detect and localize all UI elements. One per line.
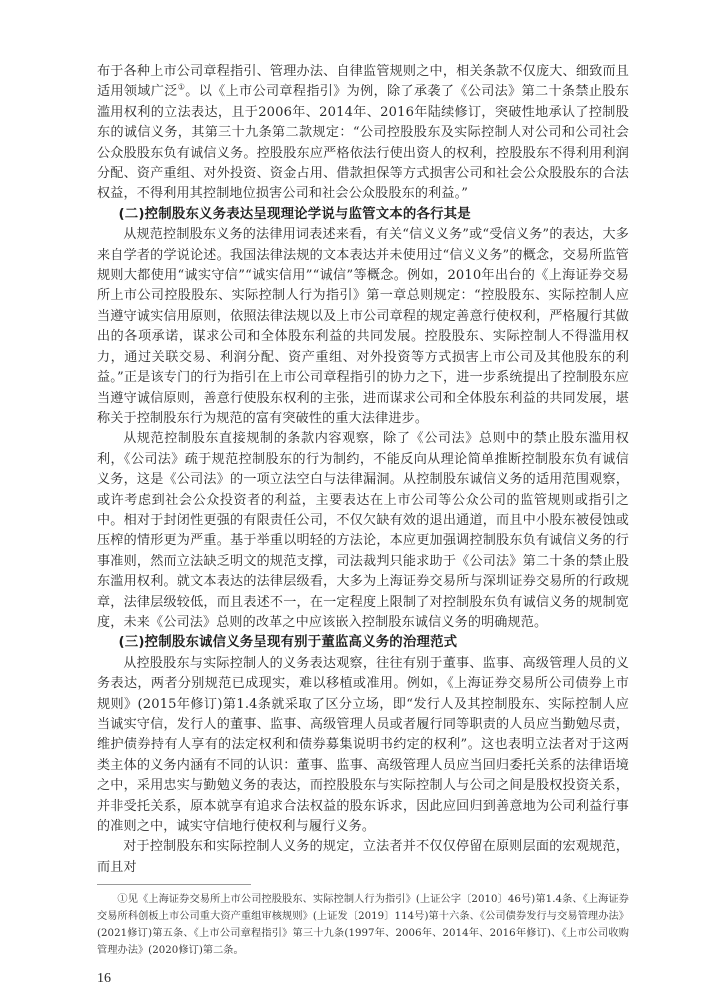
section-heading-3: (三)控制股东诚信义务呈现有别于董监高义务的治理范式 [118, 635, 458, 651]
body-paragraph-5: 对于控制股东和实际控制人义务的规定，立法者并不仅仅停留在原则层面的宏观规范，而且对 [97, 839, 629, 875]
section-heading-2: (二)控制股东义务表达呈现理论学说与监管文本的各行其是 [118, 206, 471, 222]
body-paragraph-4: 从控股股东与实际控制人的义务表达观察，往往有别于董事、监事、高级管理人员的义务表达，两者分别规范已成现实，难以移植或准用。例如，《上海证券交易所公司债券上市规则》(2015年修订)第1.4条就采取了区分立场，即“发行人及其控制股东、实际控制人应当诚实守信，发行人的董事、监事、高级管理人员或者履行同等职责的人员应当勤勉尽责，维护债券持有人享有的法定权利和债券募集说明书约定的权利”。这也表明立法者对于这两类主体的义务内涵有不同的认识：董事、监事、高级管理人员应当回归委托关系的法律语境之中，采用忠实与勤勉义务的表达，而控股股东与实际控制人与公司之间是股权投资关系，并非受托关系，原本就享有追求合法权益的股东诉求，因此应回归到善意地为公司利益行事的准则之中，诚实守信地行使权利与履行义务。 [97, 655, 629, 835]
body-paragraph-3: 从规范控制股东直接规制的条款内容观察，除了《公司法》总则中的禁止股东滥用权利，《公司法》疏于规范控制股东的行为制约，不能反向从理论简单推断控制股东负有诚信义务，这是《公司法》的一项立法空白与法律漏洞。从控制股东诚信义务的适用范围观察，或许考虑到社会公众投资者的利益，主要表达在上市公司等公众公司的监管规则或指引之中。相对于封闭性更强的有限责任公司，不仅欠缺有效的退出通道，而且中小股东被侵蚀或压榨的情形更为严重。基于举重以明轻的方法论，本应更加强调控制股东负有诚信义务的行事准则，然而立法缺乏明文的规范支撑，司法裁判只能求助于《公司法》第二十条的禁止股东滥用权利。就文本表达的法律层级看，大多为上海证券交易所与深圳证券交易所的行政规章，法律层级较低，而且表述不一，在一定程度上限制了对控制股东负有诚信义务的规制宽度，未来《公司法》总则的改革之中应该嵌入控制股东诚信义务的明确规范。 [97, 431, 629, 630]
footnote [97, 891, 629, 959]
body-paragraph-1 [97, 62, 629, 205]
page-number: 16 [97, 971, 111, 987]
paragraph-text: 。以《上市公司章程指引》为例，除了承袭了《公司法》第二十条禁止股东滥用权利的立法表达，且于2006年、2014年、2016年陆续修订，突破性地承认了控制股东的诚信义务，其第三十九条第二款规定：“公司控股股东及实际控制人对公司和公司社会公众股股东负有诚信义务。控股股东应严格依法行使出资人的权利，控股股东不得利用利润分配、资产重组、对外投资、资金占用、借款担保等方式损害公司和社会公众股股东的合法权益，不得利用其控制地位损害公司和社会公众股股东的利益。” [97, 84, 629, 202]
paragraph-text: 布于各种上市公司章程指引、管理办法、自律监管规则之中，相关条款不仅庞大、细致而且适用领域广泛 [97, 64, 629, 100]
footnote-divider [97, 884, 251, 885]
footnote-mark: ① [117, 894, 128, 906]
document-page [97, 62, 629, 987]
body-paragraph-2: 从规范控制股东义务的法律用词表述来看，有关“信义义务”或“受信义务”的表达，大多来自学者的学说论述。我国法律法规的文本表达并未使用过“信义义务”的概念，交易所监管规则大都使用“诚实守信”“诚实信用”“诚信”等概念。例如，2010年出台的《上海证券交易所上市公司控股股东、实际控制人行为指引》第一章总则规定：“控股股东、实际控制人应当遵守诚实信用原则，依照法律法规以及上市公司章程的规定善意行使权利，严格履行其做出的各项承诺，谋求公司和全体股东利益的共同发展。控股股东、实际控制人不得滥用权力，通过关联交易、利润分配、资产重组、对外投资等方式损害上市公司及其他股东的利益。”正是该专门的行为指引在上市公司章程指引的协力之下，进一步系统提出了控制股东应当遵守诚信原则，善意行使股东权利的主张，进而谋求公司和全体股东利益的共同发展，堪称关于控制股东行为规范的富有突破性的重大法律进步。 [97, 227, 629, 426]
footnote-reference[interactable]: ① [177, 83, 186, 93]
footnote-text: 见《上海证券交易所上市公司控股股东、实际控制人行为指引》(上证公字〔2010〕46号)第1.4条、《上海证券交易所科创板上市公司重大资产重组审核规则》(上证发〔2019〕114号)第十六条、《公司债券发行与交易管理办法》(2021修订)第五条、《上市公司章程指引》第三十九条(1997年、2006年、2014年、2016年修订)、《上市公司收购管理办法》(2020修订)第二条。 [97, 894, 629, 957]
